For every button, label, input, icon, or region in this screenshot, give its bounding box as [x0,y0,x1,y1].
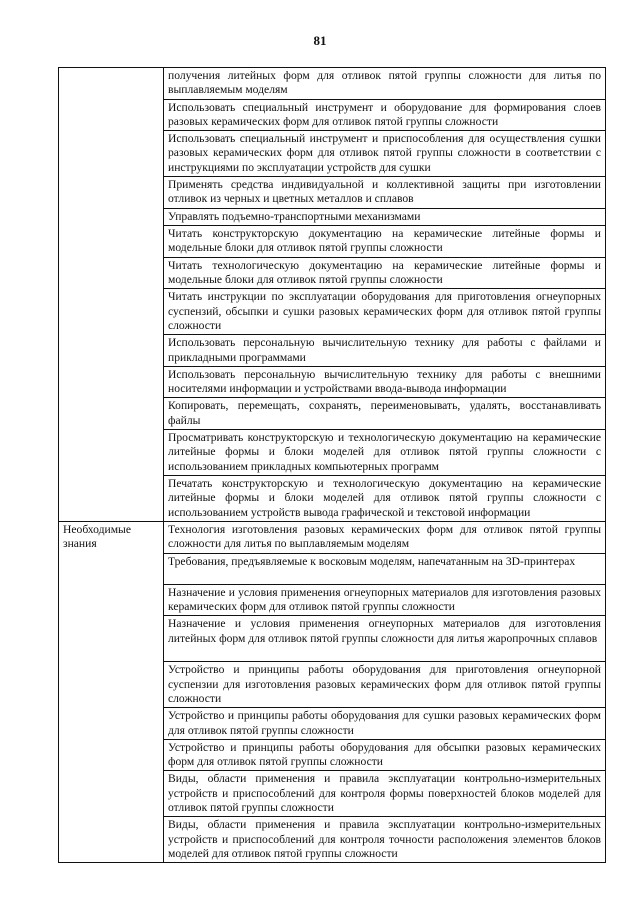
requirements-table [58,67,606,863]
table-cell: Устройство и принципы работы оборудования для приготовления огнеупорной суспензии для изготовления разовых керамических форм для отливок пятой группы сложности [164,662,606,708]
table-cell: Применять средства индивидуальной и коллективной защиты при изготовлении отливок из черных и цветных металлов и сплавов [164,177,606,209]
table-cell: Использовать специальный инструмент и оборудование для формирования слоев разовых керамических форм для отливок пятой группы сложности [164,99,606,131]
table-cell: Читать конструкторскую документацию на керамические литейные формы и модельные блоки для отливок пятой группы сложности [164,226,606,258]
table-cell: Виды, области применения и правила эксплуатации контрольно-измерительных устройств и приспособлений для контроля точности расположения элементов блоков моделей для отливок пятой группы сложности [164,817,606,863]
table-cell: Назначение и условия применения огнеупорных материалов для изготовления разовых керамических форм для отливок пятой группы сложности [164,584,606,616]
knowledge-label-cell: Необходимые знания [59,522,164,863]
table-cell: Печатать конструкторскую и технологическую документацию на керамические литейные формы и блоки моделей для отливок пятой группы сложности с использованием устройств вывода графической и текстовой информации [164,476,606,522]
table-cell: Устройство и принципы работы оборудования для обсыпки разовых керамических форм для отливок пятой группы сложности [164,739,606,771]
table-cell: Копировать, перемещать, сохранять, переименовывать, удалять, восстанавливать файлы [164,398,606,430]
table-cell: Устройство и принципы работы оборудования для сушки разовых керамических форм для отливок пятой группы сложности [164,708,606,740]
table-cell: Требования, предъявляемые к восковым моделям, напечатанным на 3D-принтерах [164,553,606,584]
table-cell: Использовать специальный инструмент и приспособления для осуществления сушки разовых керамических форм для отливок пятой группы сложности в соответствии с инструкциями по эксплуатации устройств для сушки [164,131,606,177]
table-cell: Технология изготовления разовых керамических форм для отливок пятой группы сложности для литья по выплавляемым моделям [164,522,606,554]
table-cell: Использовать персональную вычислительную технику для работы с внешними носителями информации и устройствами ввода-вывода информации [164,366,606,398]
table-cell: Виды, области применения и правила эксплуатации контрольно-измерительных устройств и приспособлений для контроля формы поверхностей блоков моделей для отливок пятой группы сложности [164,771,606,817]
skills-label-cell [59,68,164,522]
table-row [59,522,606,554]
table-cell: Управлять подъемно-транспортными механизмами [164,208,606,225]
table-cell: Читать инструкции по эксплуатации оборудования для приготовления огнеупорных суспензий, обсыпки и сушки разовых керамических форм для отливок пятой группы сложности [164,289,606,335]
table-cell: Использовать персональную вычислительную технику для работы с файлами и прикладными программами [164,335,606,367]
table-cell: получения литейных форм для отливок пятой группы сложности для литья по выплавляемым моделям [164,68,606,100]
table-row [59,68,606,100]
table-cell: Читать технологическую документацию на керамические литейные формы и модельные блоки для отливок пятой группы сложности [164,257,606,289]
table-cell: Просматривать конструкторскую и технологическую документацию на керамические литейные формы и блоки моделей для отливок пятой группы сложности с использованием прикладных компьютерных программ [164,430,606,476]
page-number: 81 [313,33,327,48]
table-cell: Назначение и условия применения огнеупорных материалов для изготовления литейных форм для отливок пятой группы сложности для литья жаропрочных сплавов [164,616,606,662]
